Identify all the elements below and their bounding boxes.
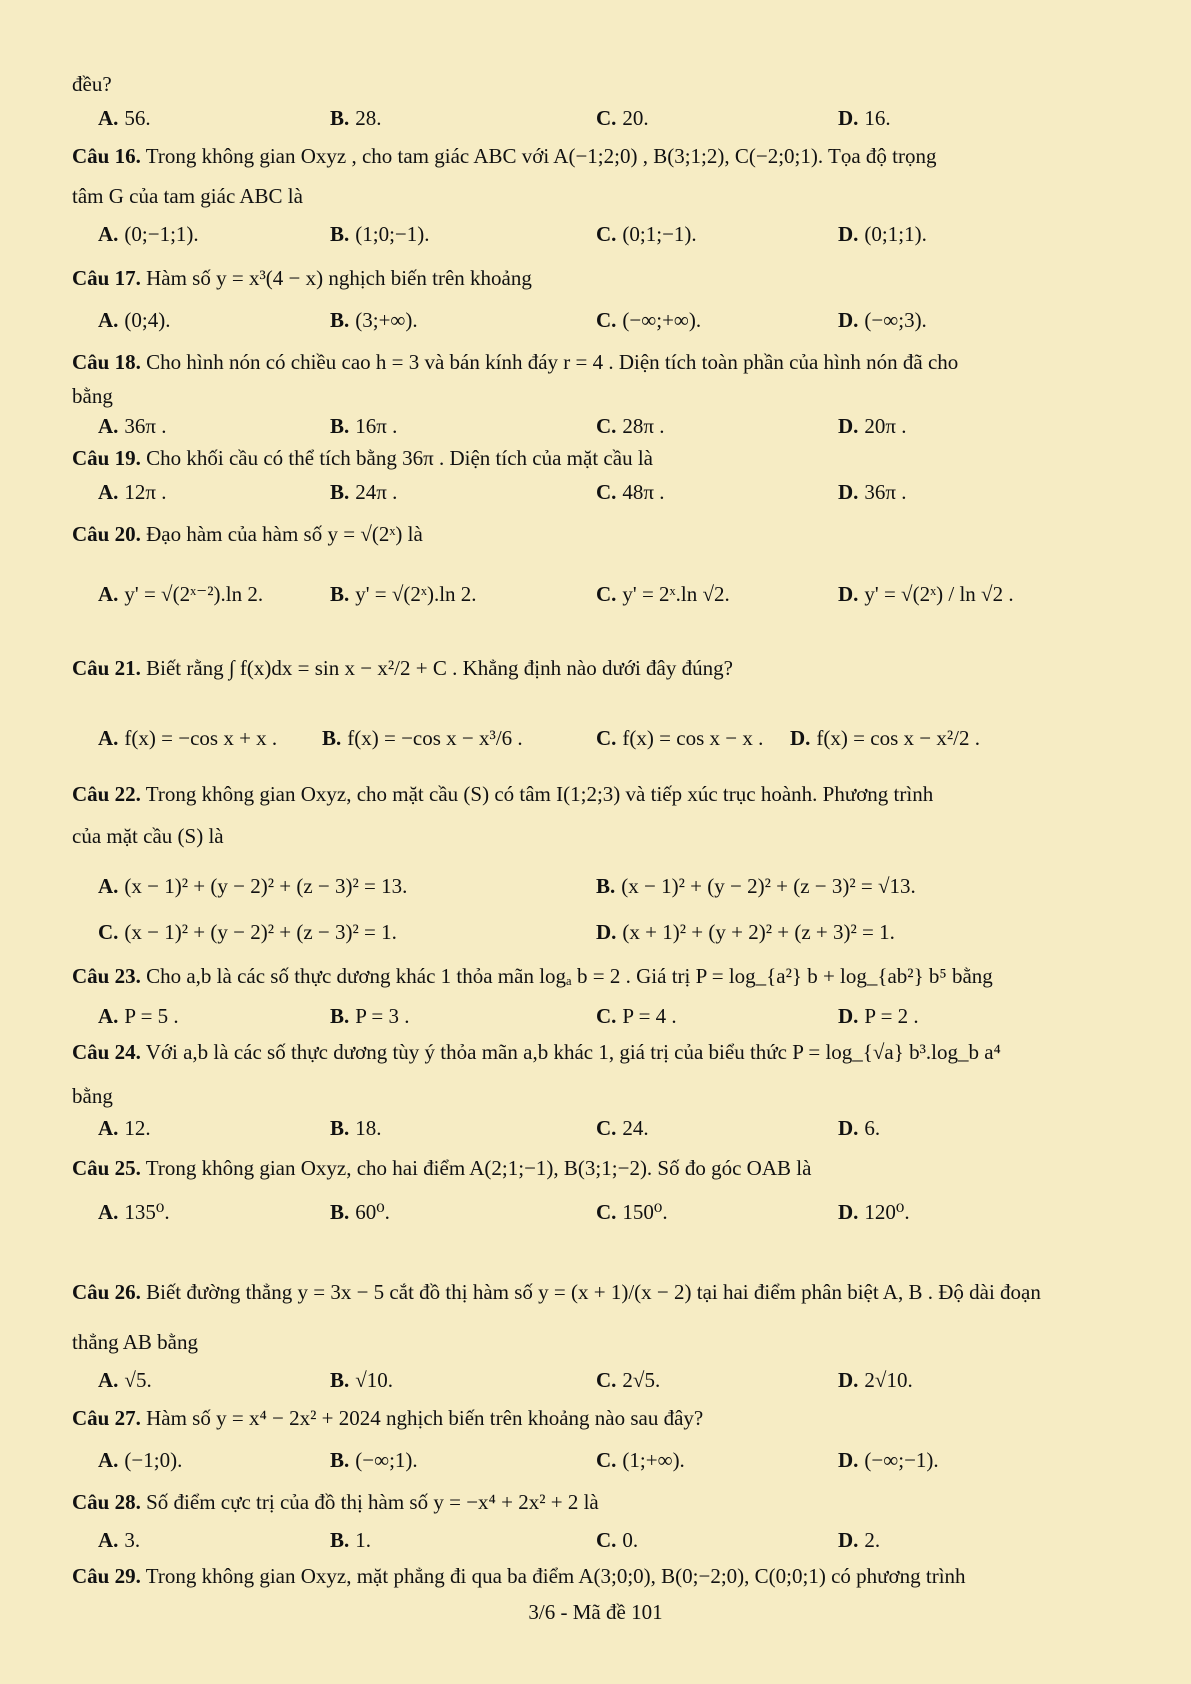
option-b: B. 24π . xyxy=(330,480,398,504)
option-d: D. 2√10. xyxy=(838,1368,913,1392)
option-a: A. 12π . xyxy=(98,480,167,504)
option-c: C. 2√5. xyxy=(596,1368,661,1392)
option-a: A. f(x) = −cos x + x . xyxy=(98,726,278,750)
option-b: B. P = 3 . xyxy=(330,1004,410,1028)
option-d: D. 16. xyxy=(838,106,891,130)
option-d: D. (−∞;3). xyxy=(838,308,927,332)
question-stem: Câu 18. Cho hình nón có chiều cao h = 3 và bán kính đáy r = 4 . Diện tích toàn phần của hình nón đã cho xyxy=(72,350,959,374)
question-stem: Câu 27. Hàm số y = x⁴ − 2x² + 2024 nghịch biến trên khoảng nào sau đây? xyxy=(72,1406,704,1430)
option-b: B. 28. xyxy=(330,106,382,130)
option-c: C. 48π . xyxy=(596,480,665,504)
option-a: A. (0;4). xyxy=(98,308,171,332)
option-b: B. 1. xyxy=(330,1528,372,1552)
option-c: C. (1;+∞). xyxy=(596,1448,685,1472)
question-stem: Câu 25. Trong không gian Oxyz, cho hai điểm A(2;1;−1), B(3;1;−2). Số đo góc OAB là xyxy=(72,1156,812,1180)
option-c: C. 24. xyxy=(596,1116,649,1140)
option-a: A. 56. xyxy=(98,106,151,130)
option-c: C. 0. xyxy=(596,1528,639,1552)
option-b: B. √10. xyxy=(330,1368,394,1392)
question-stem-cont: tâm G của tam giác ABC là xyxy=(72,184,303,208)
option-c: C. 28π . xyxy=(596,414,665,438)
question-stem: Câu 19. Cho khối cầu có thể tích bằng 36π . Diện tích của mặt cầu là xyxy=(72,446,653,470)
option-d: D. 36π . xyxy=(838,480,907,504)
question-stem: Câu 22. Trong không gian Oxyz, cho mặt cầu (S) có tâm I(1;2;3) và tiếp xúc trục hoành. Phương trình xyxy=(72,782,934,806)
option-d: D. y' = √(2ˣ) / ln √2 . xyxy=(838,582,1014,606)
option-d: D. 6. xyxy=(838,1116,881,1140)
option-c: C. f(x) = cos x − x . xyxy=(596,726,764,750)
option-a: A. y' = √(2ˣ⁻²).ln 2. xyxy=(98,582,264,606)
option-c: C. (x − 1)² + (y − 2)² + (z − 3)² = 1. xyxy=(98,920,397,944)
question-stem: Câu 23. Cho a,b là các số thực dương khác 1 thỏa mãn logₐ b = 2 . Giá trị P = log_{a²} b + log_{ab²} b⁵ bằng xyxy=(72,964,993,988)
question-stem-cont: bằng xyxy=(72,384,113,408)
option-d: D. 120⁰. xyxy=(838,1200,910,1224)
option-a: A. 135⁰. xyxy=(98,1200,170,1224)
option-a: A. (x − 1)² + (y − 2)² + (z − 3)² = 13. xyxy=(98,874,408,898)
question-stem-cont: của mặt cầu (S) là xyxy=(72,824,224,848)
option-c: C. P = 4 . xyxy=(596,1004,677,1028)
option-b: B. 18. xyxy=(330,1116,382,1140)
option-d: D. (−∞;−1). xyxy=(838,1448,939,1472)
option-b: B. 60⁰. xyxy=(330,1200,390,1224)
option-a: A. √5. xyxy=(98,1368,152,1392)
question-stem: Câu 20. Đạo hàm của hàm số y = √(2ˣ) là xyxy=(72,522,423,546)
question-stem-cont: bằng xyxy=(72,1084,113,1108)
question-stem: Câu 26. Biết đường thẳng y = 3x − 5 cắt đồ thị hàm số y = (x + 1)/(x − 2) tại hai điểm phân biệt A, B . Độ dài đoạn xyxy=(72,1280,1041,1304)
option-a: A. 3. xyxy=(98,1528,141,1552)
option-d: D. (0;1;1). xyxy=(838,222,927,246)
option-c: C. (−∞;+∞). xyxy=(596,308,702,332)
option-c: C. 20. xyxy=(596,106,649,130)
option-b: B. 16π . xyxy=(330,414,398,438)
option-a: A. (0;−1;1). xyxy=(98,222,199,246)
question-stem: Câu 16. Trong không gian Oxyz , cho tam giác ABC với A(−1;2;0) , B(3;1;2), C(−2;0;1). Tọa độ trọng xyxy=(72,144,937,168)
option-b: B. y' = √(2ˣ).ln 2. xyxy=(330,582,477,606)
question-stem: Câu 21. Biết rằng ∫ f(x)dx = sin x − x²/2 + C . Khẳng định nào dưới đây đúng? xyxy=(72,656,733,680)
option-b: B. (x − 1)² + (y − 2)² + (z − 3)² = √13. xyxy=(596,874,916,898)
option-c: C. (0;1;−1). xyxy=(596,222,697,246)
carry-over-text: đều? xyxy=(72,72,112,96)
option-a: A. 36π . xyxy=(98,414,167,438)
option-a: A. (−1;0). xyxy=(98,1448,183,1472)
option-d: D. f(x) = cos x − x²/2 . xyxy=(790,726,980,750)
option-d: D. P = 2 . xyxy=(838,1004,919,1028)
option-c: C. y' = 2ˣ.ln √2. xyxy=(596,582,730,606)
option-d: D. 2. xyxy=(838,1528,881,1552)
question-stem-cont: thẳng AB bằng xyxy=(72,1330,198,1354)
option-d: D. (x + 1)² + (y + 2)² + (z + 3)² = 1. xyxy=(596,920,895,944)
page-footer: 3/6 - Mã đề 101 xyxy=(528,1600,663,1624)
question-stem: Câu 28. Số điểm cực trị của đồ thị hàm số y = −x⁴ + 2x² + 2 là xyxy=(72,1490,599,1514)
option-a: A. P = 5 . xyxy=(98,1004,179,1028)
question-stem: Câu 29. Trong không gian Oxyz, mặt phẳng đi qua ba điểm A(3;0;0), B(0;−2;0), C(0;0;1) có phương trình xyxy=(72,1564,966,1588)
question-stem: Câu 24. Với a,b là các số thực dương tùy ý thỏa mãn a,b khác 1, giá trị của biểu thức P = log_{√a} b³.log_b a⁴ xyxy=(72,1040,1001,1064)
option-c: C. 150⁰. xyxy=(596,1200,668,1224)
option-b: B. f(x) = −cos x − x³/6 . xyxy=(322,726,523,750)
question-stem: Câu 17. Hàm số y = x³(4 − x) nghịch biến trên khoảng xyxy=(72,266,532,290)
option-b: B. (−∞;1). xyxy=(330,1448,418,1472)
option-b: B. (1;0;−1). xyxy=(330,222,430,246)
option-b: B. (3;+∞). xyxy=(330,308,418,332)
option-d: D. 20π . xyxy=(838,414,907,438)
option-a: A. 12. xyxy=(98,1116,151,1140)
